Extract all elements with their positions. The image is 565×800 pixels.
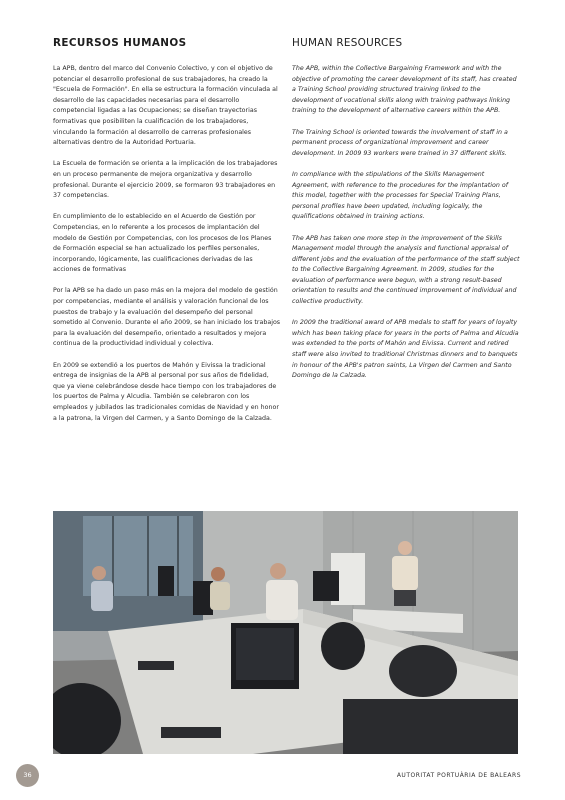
page-number-badge: 36 xyxy=(16,764,39,787)
paragraph-en-4: The APB has taken one more step in the improvement of the Skills Management model through the analysis and functional appraisal of different jobs and the evaluation of the performance of the staff subject to the Collective Bargaining Agreement. In 2009, studies for the evaluation of performance were begun, with a strong result-based orientation to results and the continued improvement of individual and collective productivity. xyxy=(292,234,520,306)
paragraph-es-3: En cumplimiento de lo establecido en el Acuerdo de Gestión por Competencias, en lo referente a los procesos de implantación del modelo de Gestión por Competencias, con los procesos de los Planes de Formación especial se han actualizado los perfiles personales, incorporando, lógicamente, las cualificaciones derivadas de las acciones de formativas xyxy=(53,213,272,274)
paragraph-es-1: La APB, dentro del marco del Convenio Colectivo, y con el objetivo de potenciar el desarrollo profesional de sus trabajadores, ha creado la "Escuela de Formación". En ella se estructura la formación vinculada al desarrollo de las capacidades necesarias para el desarrollo competencial ligadas a las Ocupaciones; se diseñan trayectorias formativas que posibiliten la cualificación de los trabajadores, vinculando la formación al desarrollo de carreras profesionales alternativas dentro de la Autoridad Portuaria. xyxy=(53,65,278,147)
paragraph-en-3: In compliance with the stipulations of the Skills Management Agreement, with reference to the procedures for the implantation of this model, together with the processes for Special Training Plans, personal profiles have been updated, including logically, the qualifications obtained in training actions. xyxy=(292,170,508,221)
paragraph-en-1: The APB, within the Collective Bargaining Framework and with the objective of promoting the career development of its staff, has created a Training School providing structured training linked to the development of vocational skills along with training pathways linking training to the development of alternative careers within the APB. xyxy=(292,65,517,115)
paragraph-es-2: La Escuela de formación se orienta a la implicación de los trabajadores en un proceso permanente de mejora organizativa y desarrollo profesional. Durante el ejercicio 2009, se formaron 93 trabajadores en 37 competencias. xyxy=(53,160,278,200)
paragraph-en-5: In 2009 the traditional award of APB medals to staff for years of loyalty which has been taking place for years in the ports of Palma and Alcudia was extended to the ports of Mahón and Eivissa. Current and retired staff were also invited to traditional Christmas dinners and to banquets in honour of the APB's patron saints, La Virgen del Carmen and Santo Domingo de la Calzada. xyxy=(292,319,519,380)
english-column xyxy=(292,36,520,392)
paragraph-en-2: The Training School is oriented towards the involvement of staff in a permanent process of organizational improvement and career development. In 2009 93 workers were trained in 37 different skills. xyxy=(292,128,508,157)
section-title-es: RECURSOS HUMANOS xyxy=(53,37,187,49)
section-title-en: HUMAN RESOURCES xyxy=(292,37,403,49)
training-classroom-photo xyxy=(53,511,518,754)
paragraph-es-4: Por la APB se ha dado un paso más en la mejora del modelo de gestión por competencias, mediante el análisis y valoración funcional de los puestos de trabajo y la evaluación del desempeño del personal sometido al Convenio. Durante el año 2009, se han iniciado los trabajos para la evaluación del desempeño, orientado a resultados y mejora continua de la productividad individual y colectiva. xyxy=(53,287,281,348)
footer-organization: AUTORITAT PORTUÀRIA DE BALEARS xyxy=(396,772,521,779)
classroom-illustration xyxy=(53,511,518,754)
spanish-column xyxy=(53,36,281,435)
paragraph-es-5: En 2009 se extendió a los puertos de Mahón y Eivissa la tradicional entrega de insignias de la APB al personal por sus años de fidelidad, que ya viene celebrándose desde hace tiempo con los trabajadores de los puertos de Palma y Alcudia. También se celebraron con los empleados y jubilados las tradicionales comidas de Navidad y en honor a la patrona, la Virgen del Carmen, y a Santo Domingo de la Calzada. xyxy=(53,361,279,422)
